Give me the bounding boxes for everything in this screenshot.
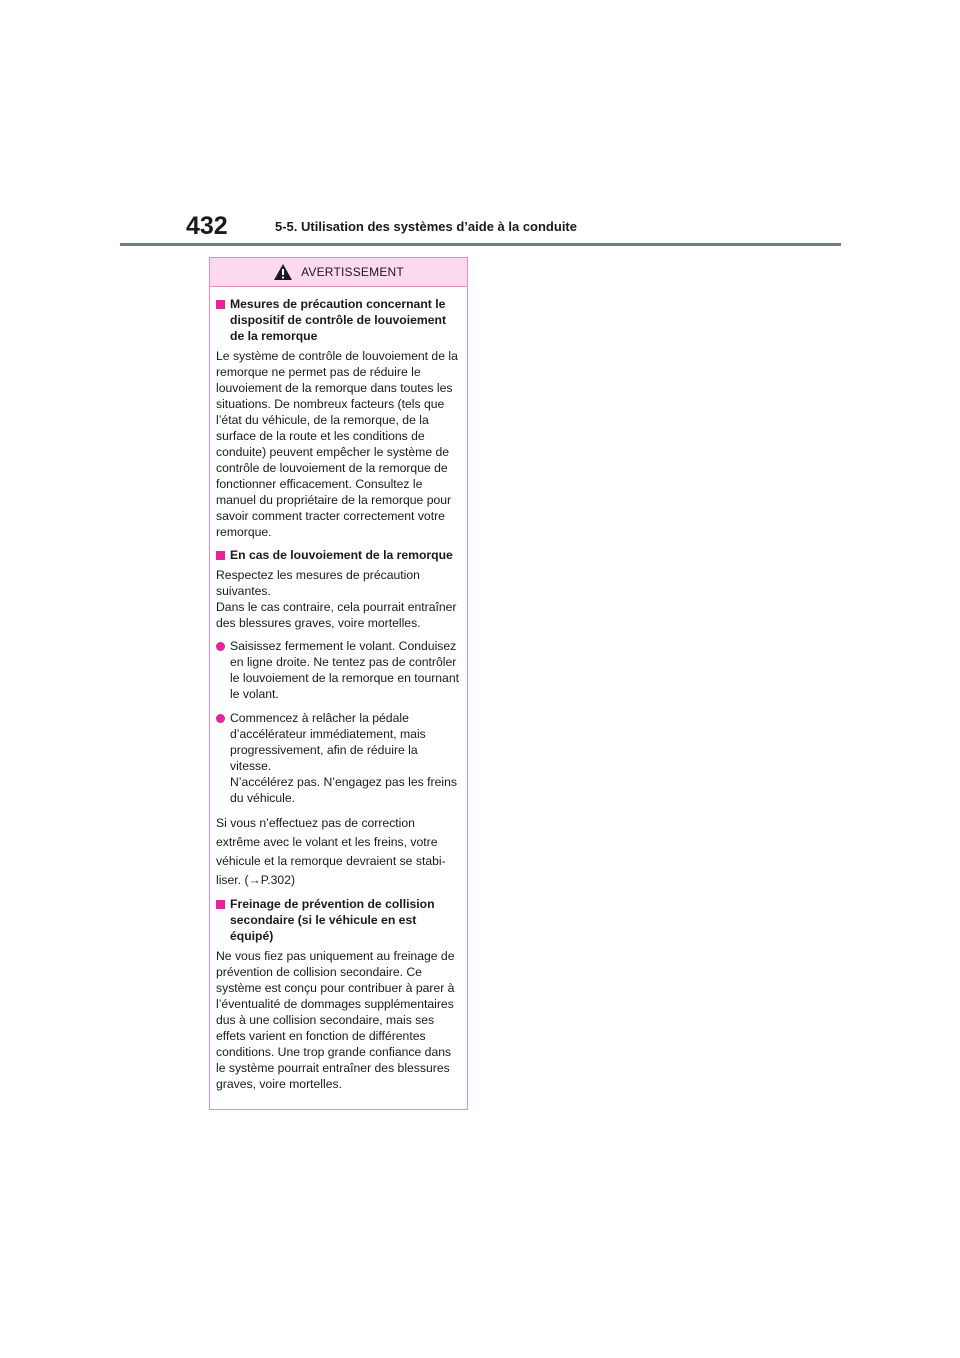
list-item xyxy=(216,710,461,806)
section-heading xyxy=(216,896,461,944)
section-text: Ne vous fiez pas uniquement au freinage de prévention de collision secondaire. Ce système est conçu pour contribuer à parer à l’éventualité de dommages supplémentaires dus à une collision secondaire, mais ses effets varient en fonction de différentes conditions. Une trop grande confiance dans le système pourrait entraîner des blessures graves, voire mortelles. xyxy=(216,949,455,1091)
warning-header xyxy=(210,258,467,287)
section-intro: Respectez les mesures de précaution suivantes. Dans le cas contraire, cela pourrait entraîner des blessures graves, voire mortelles. xyxy=(216,568,457,630)
square-bullet-icon xyxy=(216,900,225,909)
outro-line: Si vous n’effectuez pas de correction xyxy=(216,816,415,830)
section-heading xyxy=(216,547,461,563)
section-outro xyxy=(216,814,461,890)
section-heading xyxy=(216,296,461,344)
warning-title: AVERTISSEMENT xyxy=(301,265,404,279)
list-item-text: Commencez à relâcher la pédale d’accélérateur immédiatement, mais progressivement, afin de réduire la vitesse. N’accélérez pas. N’engagez pas les freins du véhicule. xyxy=(230,711,457,805)
heading-text: En cas de louvoiement de la remorque xyxy=(230,548,453,562)
warning-box xyxy=(209,257,468,1110)
outro-line: liser. (→P.302) xyxy=(216,873,296,887)
circle-bullet-icon xyxy=(216,642,225,651)
outro-line: véhicule et la remorque devraient se stabi- xyxy=(216,854,446,868)
list-item xyxy=(216,638,461,702)
square-bullet-icon xyxy=(216,300,225,309)
section-title: 5-5. Utilisation des systèmes d’aide à la conduite xyxy=(275,219,577,234)
outro-line: extrême avec le volant et les freins, votre xyxy=(216,835,438,849)
warning-triangle-icon xyxy=(273,263,293,281)
page-number: 432 xyxy=(186,212,228,240)
warning-body xyxy=(210,287,467,1092)
heading-text: Mesures de précaution concernant le dispositif de contrôle de louvoiement de la remorque xyxy=(230,297,447,343)
header-divider xyxy=(120,243,841,246)
square-bullet-icon xyxy=(216,551,225,560)
list-item-text: Saisissez fermement le volant. Conduisez en ligne droite. Ne tentez pas de contrôler le louvoiement de la remorque en tournant le volant. xyxy=(230,639,459,701)
section-text: Le système de contrôle de louvoiement de la remorque ne permet pas de réduire le louvoiement de la remorque dans toutes les situations. De nombreux facteurs (tels que l’état du véhicule, de la remorque, de la surface de la route et les conditions de conduite) peuvent empêcher le système de contrôle de louvoiement de la remorque de fonctionner efficacement. Consultez le manuel du propriétaire de la remorque pour savoir comment tracter correctement votre remorque. xyxy=(216,349,458,539)
circle-bullet-icon xyxy=(216,714,225,723)
heading-text: Freinage de prévention de collision secondaire (si le véhicule en est équipé) xyxy=(230,897,435,943)
